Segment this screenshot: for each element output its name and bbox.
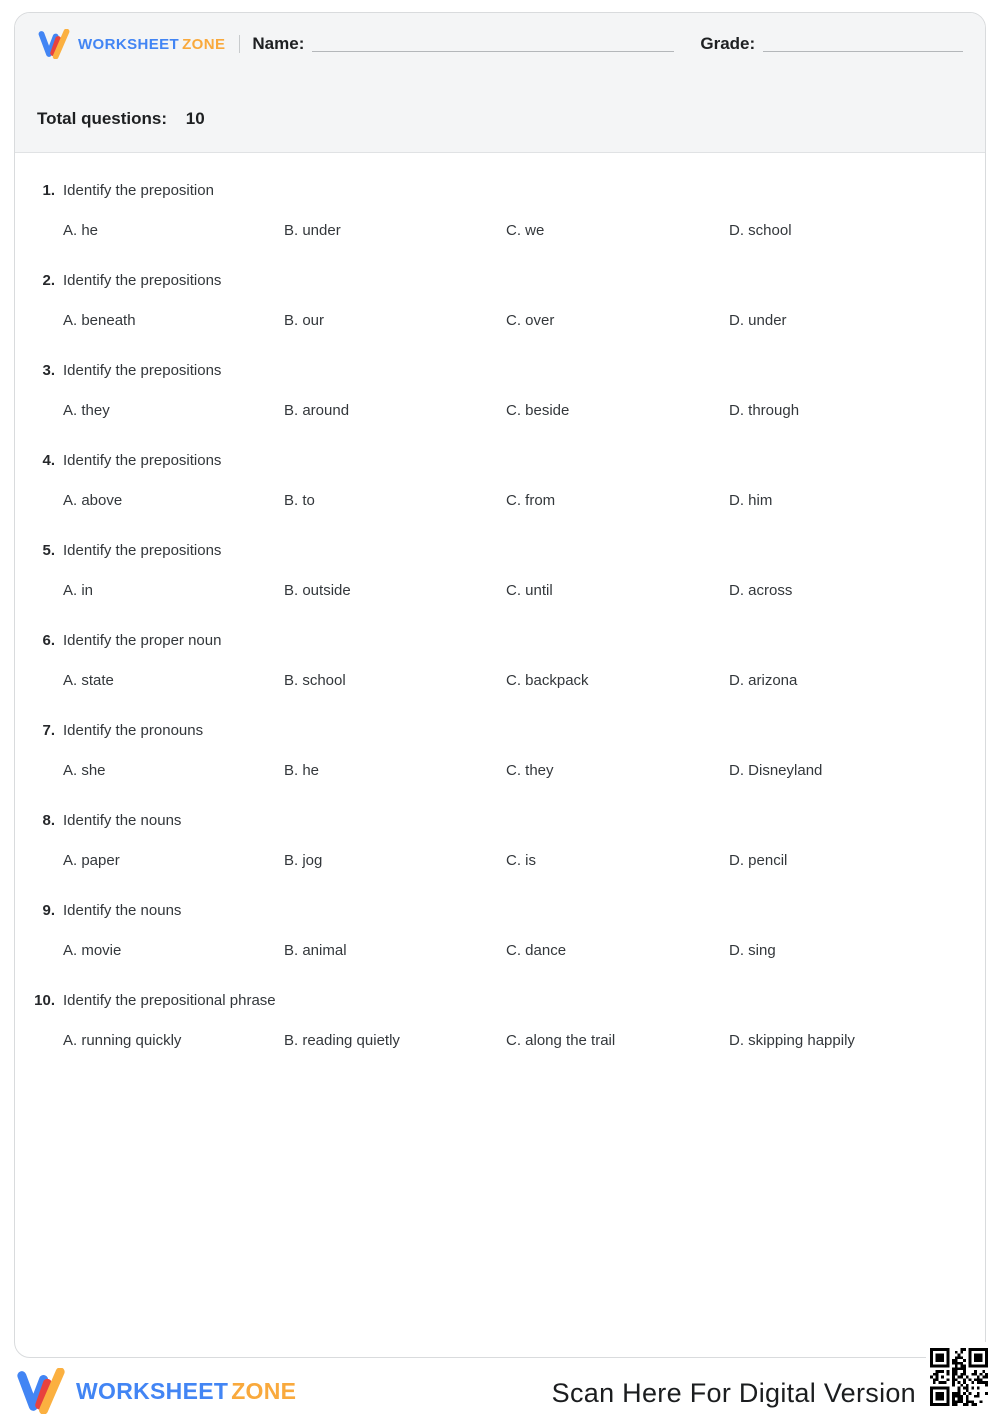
grade-write-line: [763, 51, 963, 52]
question-number: 4.: [42, 452, 55, 469]
question-text: Identify the prepositions: [63, 272, 222, 289]
worksheet-body: [14, 12, 986, 1358]
question: [29, 901, 985, 961]
question-text: Identify the proper noun: [63, 632, 222, 649]
answer-option: C. backpack: [506, 672, 589, 689]
answer-option: C. they: [506, 762, 554, 779]
question: [29, 181, 985, 241]
answer-option: A. running quickly: [63, 1032, 182, 1049]
brand-name: [76, 1378, 296, 1405]
answer-option: A. above: [63, 492, 123, 509]
answer-option: D. Disneyland: [729, 762, 823, 779]
answer-option: C. beside: [506, 402, 570, 419]
answer-option: D. sing: [729, 942, 776, 959]
options-row: [63, 671, 985, 691]
question-title: [29, 991, 985, 1011]
answer-option: D. arizona: [729, 672, 798, 689]
question-title: [29, 901, 985, 921]
question-title: [29, 631, 985, 651]
brand-logo-icon: [15, 1368, 67, 1414]
answer-option: D. skipping happily: [729, 1032, 855, 1049]
answer-option: B. our: [284, 312, 325, 329]
options-row: [63, 491, 985, 511]
answer-option: D. through: [729, 402, 800, 419]
question-text: Identify the nouns: [63, 812, 182, 829]
question: [29, 541, 985, 601]
name-write-line: [312, 51, 674, 52]
answer-option: A. movie: [63, 942, 122, 959]
question: [29, 721, 985, 781]
question-number: 8.: [42, 812, 55, 829]
question-text: Identify the preposition: [63, 182, 214, 199]
answer-option: C. over: [506, 312, 555, 329]
brand-logo-icon: [37, 29, 71, 59]
name-label: Name:: [252, 34, 305, 53]
options-row: [63, 851, 985, 871]
question-title: [29, 181, 985, 201]
question: [29, 361, 985, 421]
answer-option: D. under: [729, 312, 787, 329]
options-row: [63, 221, 985, 241]
question-text: Identify the prepositions: [63, 542, 222, 559]
options-row: [63, 581, 985, 601]
options-row: [63, 761, 985, 781]
answer-option: B. reading quietly: [284, 1032, 400, 1049]
total-questions-value: 10: [185, 109, 205, 128]
question: [29, 271, 985, 331]
question-title: [29, 721, 985, 741]
answer-option: C. dance: [506, 942, 567, 959]
question-text: Identify the prepositional phrase: [63, 992, 276, 1009]
question: [29, 991, 985, 1051]
question-number: 1.: [42, 182, 55, 199]
total-questions-label: Total questions:: [37, 109, 168, 128]
answer-option: D. him: [729, 492, 773, 509]
question-number: 5.: [42, 542, 55, 559]
question-number: 10.: [34, 992, 55, 1009]
question-title: [29, 271, 985, 291]
brand-logo: [37, 29, 225, 59]
question-number: 9.: [42, 902, 55, 919]
brand-word-zone: ZONE: [231, 1377, 297, 1404]
question-title: [29, 811, 985, 831]
answer-option: A. they: [63, 402, 110, 419]
brand-word-worksheet: WORKSHEET: [76, 1377, 229, 1404]
questions-list: [15, 153, 985, 1051]
header-divider: [239, 35, 240, 53]
brand-name: [78, 36, 225, 53]
question-title: [29, 451, 985, 471]
question-text: Identify the pronouns: [63, 722, 204, 739]
question-title: [29, 541, 985, 561]
options-row: [63, 941, 985, 961]
answer-option: A. paper: [63, 852, 120, 869]
question-number: 2.: [42, 272, 55, 289]
answer-option: B. around: [284, 402, 350, 419]
answer-option: D. across: [729, 582, 793, 599]
answer-option: B. to: [284, 492, 315, 509]
grade-label: Grade:: [700, 34, 756, 53]
answer-option: B. outside: [284, 582, 351, 599]
answer-option: A. beneath: [63, 312, 136, 329]
answer-option: D. school: [729, 222, 792, 239]
question-title: [29, 361, 985, 381]
answer-option: A. state: [63, 672, 114, 689]
answer-option: B. he: [284, 762, 320, 779]
answer-option: C. is: [506, 852, 536, 869]
answer-option: A. she: [63, 762, 106, 779]
answer-option: C. we: [506, 222, 545, 239]
total-questions: [37, 109, 963, 129]
question: [29, 811, 985, 871]
question: [29, 451, 985, 511]
question-text: Identify the prepositions: [63, 452, 222, 469]
question-text: Identify the nouns: [63, 902, 182, 919]
options-row: [63, 1031, 985, 1051]
answer-option: C. until: [506, 582, 553, 599]
worksheet-header: [15, 13, 985, 153]
question-number: 6.: [42, 632, 55, 649]
answer-option: B. jog: [284, 852, 323, 869]
answer-option: A. he: [63, 222, 99, 239]
question-number: 3.: [42, 362, 55, 379]
scan-here-text: Scan Here For Digital Version: [551, 1378, 916, 1408]
qr-code-image: [930, 1348, 988, 1406]
question: [29, 631, 985, 691]
brand-word-zone: ZONE: [182, 35, 226, 53]
header-row: [37, 31, 963, 57]
brand-word-worksheet: WORKSHEET: [78, 35, 180, 53]
answer-option: B. under: [284, 222, 341, 239]
question-text: Identify the prepositions: [63, 362, 222, 379]
answer-option: B. animal: [284, 942, 347, 959]
answer-option: D. pencil: [729, 852, 788, 869]
qr-code: [926, 1342, 992, 1411]
answer-option: B. school: [284, 672, 346, 689]
answer-option: C. along the trail: [506, 1032, 616, 1049]
question-number: 7.: [42, 722, 55, 739]
options-row: [63, 311, 985, 331]
answer-option: A. in: [63, 582, 94, 599]
footer-brand-logo: [15, 1368, 296, 1414]
answer-option: C. from: [506, 492, 556, 509]
options-row: [63, 401, 985, 421]
